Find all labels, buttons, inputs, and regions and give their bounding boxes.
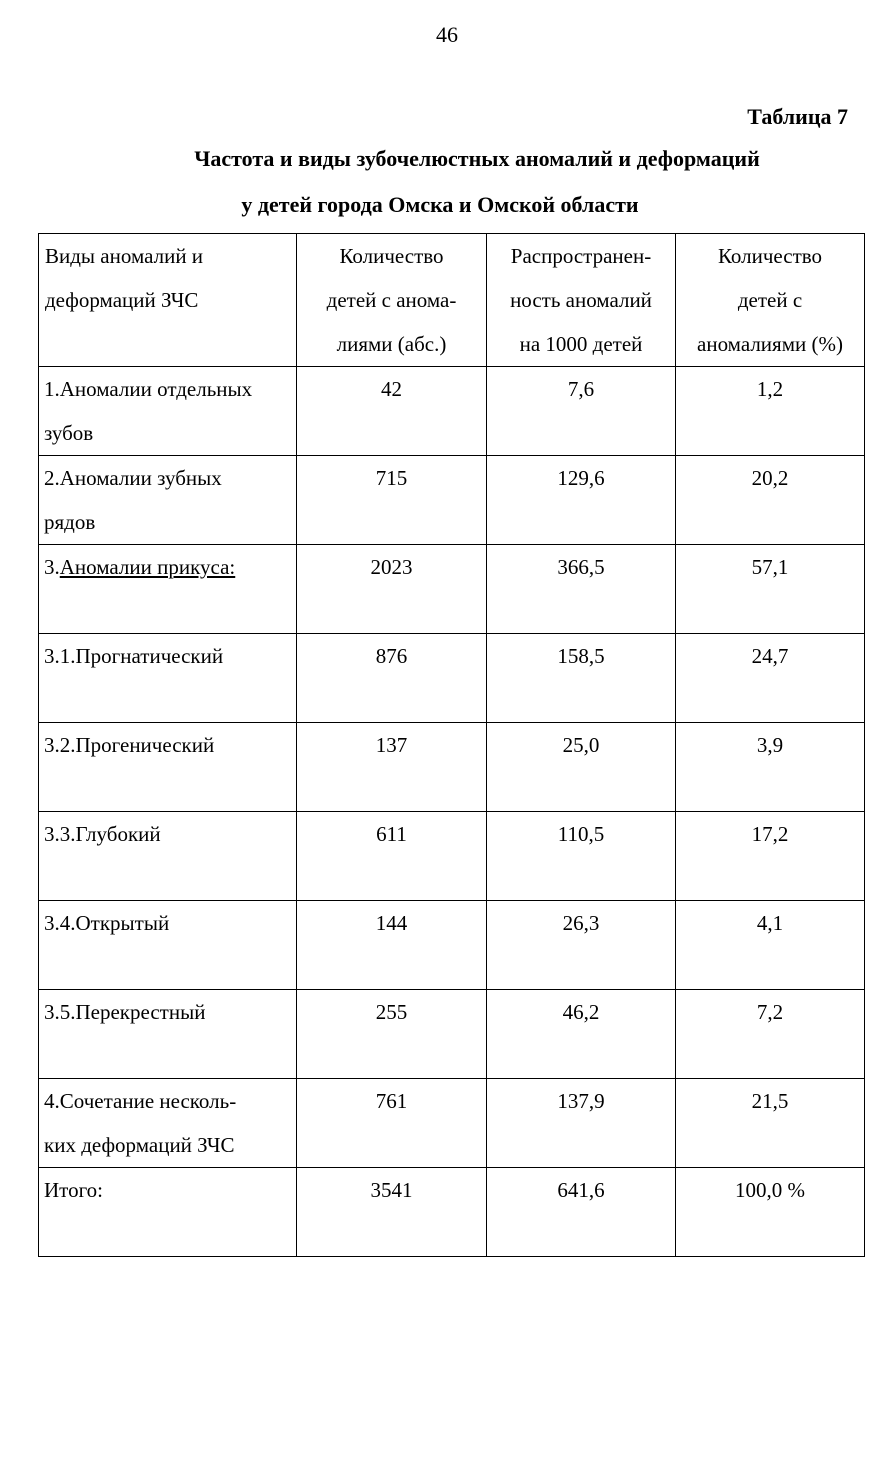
header-text: лиями (абс.) (336, 332, 447, 356)
cell-per1000: 641,6 (487, 1168, 676, 1257)
row-name (39, 545, 297, 634)
cell-abs: 876 (297, 634, 487, 723)
cell-per1000: 366,5 (487, 545, 676, 634)
cell-pct: 4,1 (676, 901, 865, 990)
row-name (39, 1079, 297, 1168)
header-anomaly-type (39, 234, 297, 367)
cell-pct: 7,2 (676, 990, 865, 1079)
table-row (39, 456, 865, 545)
row-name-underlined: Аномалии прикуса: (59, 555, 236, 579)
row-name-line: ких деформаций ЗЧС (44, 1133, 235, 1157)
row-name (39, 367, 297, 456)
row-name-line: 3.2.Прогенический (44, 733, 215, 757)
row-name (39, 723, 297, 812)
header-prevalence (487, 234, 676, 367)
table-row (39, 367, 865, 456)
cell-pct: 21,5 (676, 1079, 865, 1168)
row-name-line: 3.5.Перекрестный (44, 1000, 206, 1024)
cell-pct: 3,9 (676, 723, 865, 812)
cell-per1000: 137,9 (487, 1079, 676, 1168)
table-row (39, 901, 865, 990)
row-name-line: 3.3.Глубокий (44, 822, 161, 846)
row-name-line: 2.Аномалии зубных (44, 466, 222, 490)
row-name-line: 3.1.Прогнатический (44, 644, 224, 668)
total-row (39, 1168, 865, 1257)
row-name-line: 1.Аномалии отдельных (44, 377, 253, 401)
row-name-line: Итого: (44, 1178, 103, 1202)
cell-abs: 3541 (297, 1168, 487, 1257)
table-title-line2: у детей города Омска и Омской области (241, 192, 639, 217)
cell-per1000: 25,0 (487, 723, 676, 812)
cell-per1000: 46,2 (487, 990, 676, 1079)
cell-per1000: 26,3 (487, 901, 676, 990)
table-row (39, 723, 865, 812)
row-name (39, 634, 297, 723)
row-name (39, 990, 297, 1079)
cell-abs: 255 (297, 990, 487, 1079)
row-name-line: зубов (44, 421, 94, 445)
header-text: Количество (717, 244, 823, 268)
cell-pct: 100,0 % (676, 1168, 865, 1257)
row-name (39, 812, 297, 901)
header-text: детей с анома- (326, 288, 457, 312)
cell-per1000: 158,5 (487, 634, 676, 723)
cell-abs: 137 (297, 723, 487, 812)
row-name-line: 4.Сочетание несколь- (44, 1089, 237, 1113)
cell-pct: 1,2 (676, 367, 865, 456)
header-text: на 1000 детей (519, 332, 643, 356)
cell-abs: 761 (297, 1079, 487, 1168)
header-text: детей с (737, 288, 803, 312)
cell-per1000: 7,6 (487, 367, 676, 456)
cell-abs: 611 (297, 812, 487, 901)
cell-per1000: 110,5 (487, 812, 676, 901)
header-text: ность аномалий (510, 288, 652, 312)
table-row (39, 990, 865, 1079)
header-text: Виды аномалий и (45, 244, 204, 268)
table-row (39, 812, 865, 901)
table-label: Таблица 7 (747, 104, 848, 129)
header-text: Количество (339, 244, 444, 268)
row-name (39, 901, 297, 990)
cell-pct: 17,2 (676, 812, 865, 901)
cell-abs: 42 (297, 367, 487, 456)
page-number: 46 (436, 22, 458, 47)
header-row (39, 234, 865, 367)
row-name (39, 456, 297, 545)
header-count-pct (676, 234, 865, 367)
table-row (39, 1079, 865, 1168)
header-text: деформаций ЗЧС (45, 288, 199, 312)
header-text: Распространен- (510, 244, 652, 268)
cell-abs: 144 (297, 901, 487, 990)
cell-pct: 57,1 (676, 545, 865, 634)
cell-per1000: 129,6 (487, 456, 676, 545)
table-title-line1: Частота и виды зубочелюстных аномалий и деформаций (194, 146, 760, 171)
cell-abs: 2023 (297, 545, 487, 634)
row-name-line: 3.4.Открытый (44, 911, 170, 935)
header-text: аномалиями (%) (697, 332, 843, 356)
header-count-abs (297, 234, 487, 367)
cell-pct: 24,7 (676, 634, 865, 723)
row-name-prefix: 3. (44, 555, 60, 579)
cell-pct: 20,2 (676, 456, 865, 545)
row-name (39, 1168, 297, 1257)
row-name-line: рядов (44, 510, 96, 534)
cell-abs: 715 (297, 456, 487, 545)
table-row (39, 634, 865, 723)
anomalies-table (38, 233, 865, 1257)
table-row (39, 545, 865, 634)
